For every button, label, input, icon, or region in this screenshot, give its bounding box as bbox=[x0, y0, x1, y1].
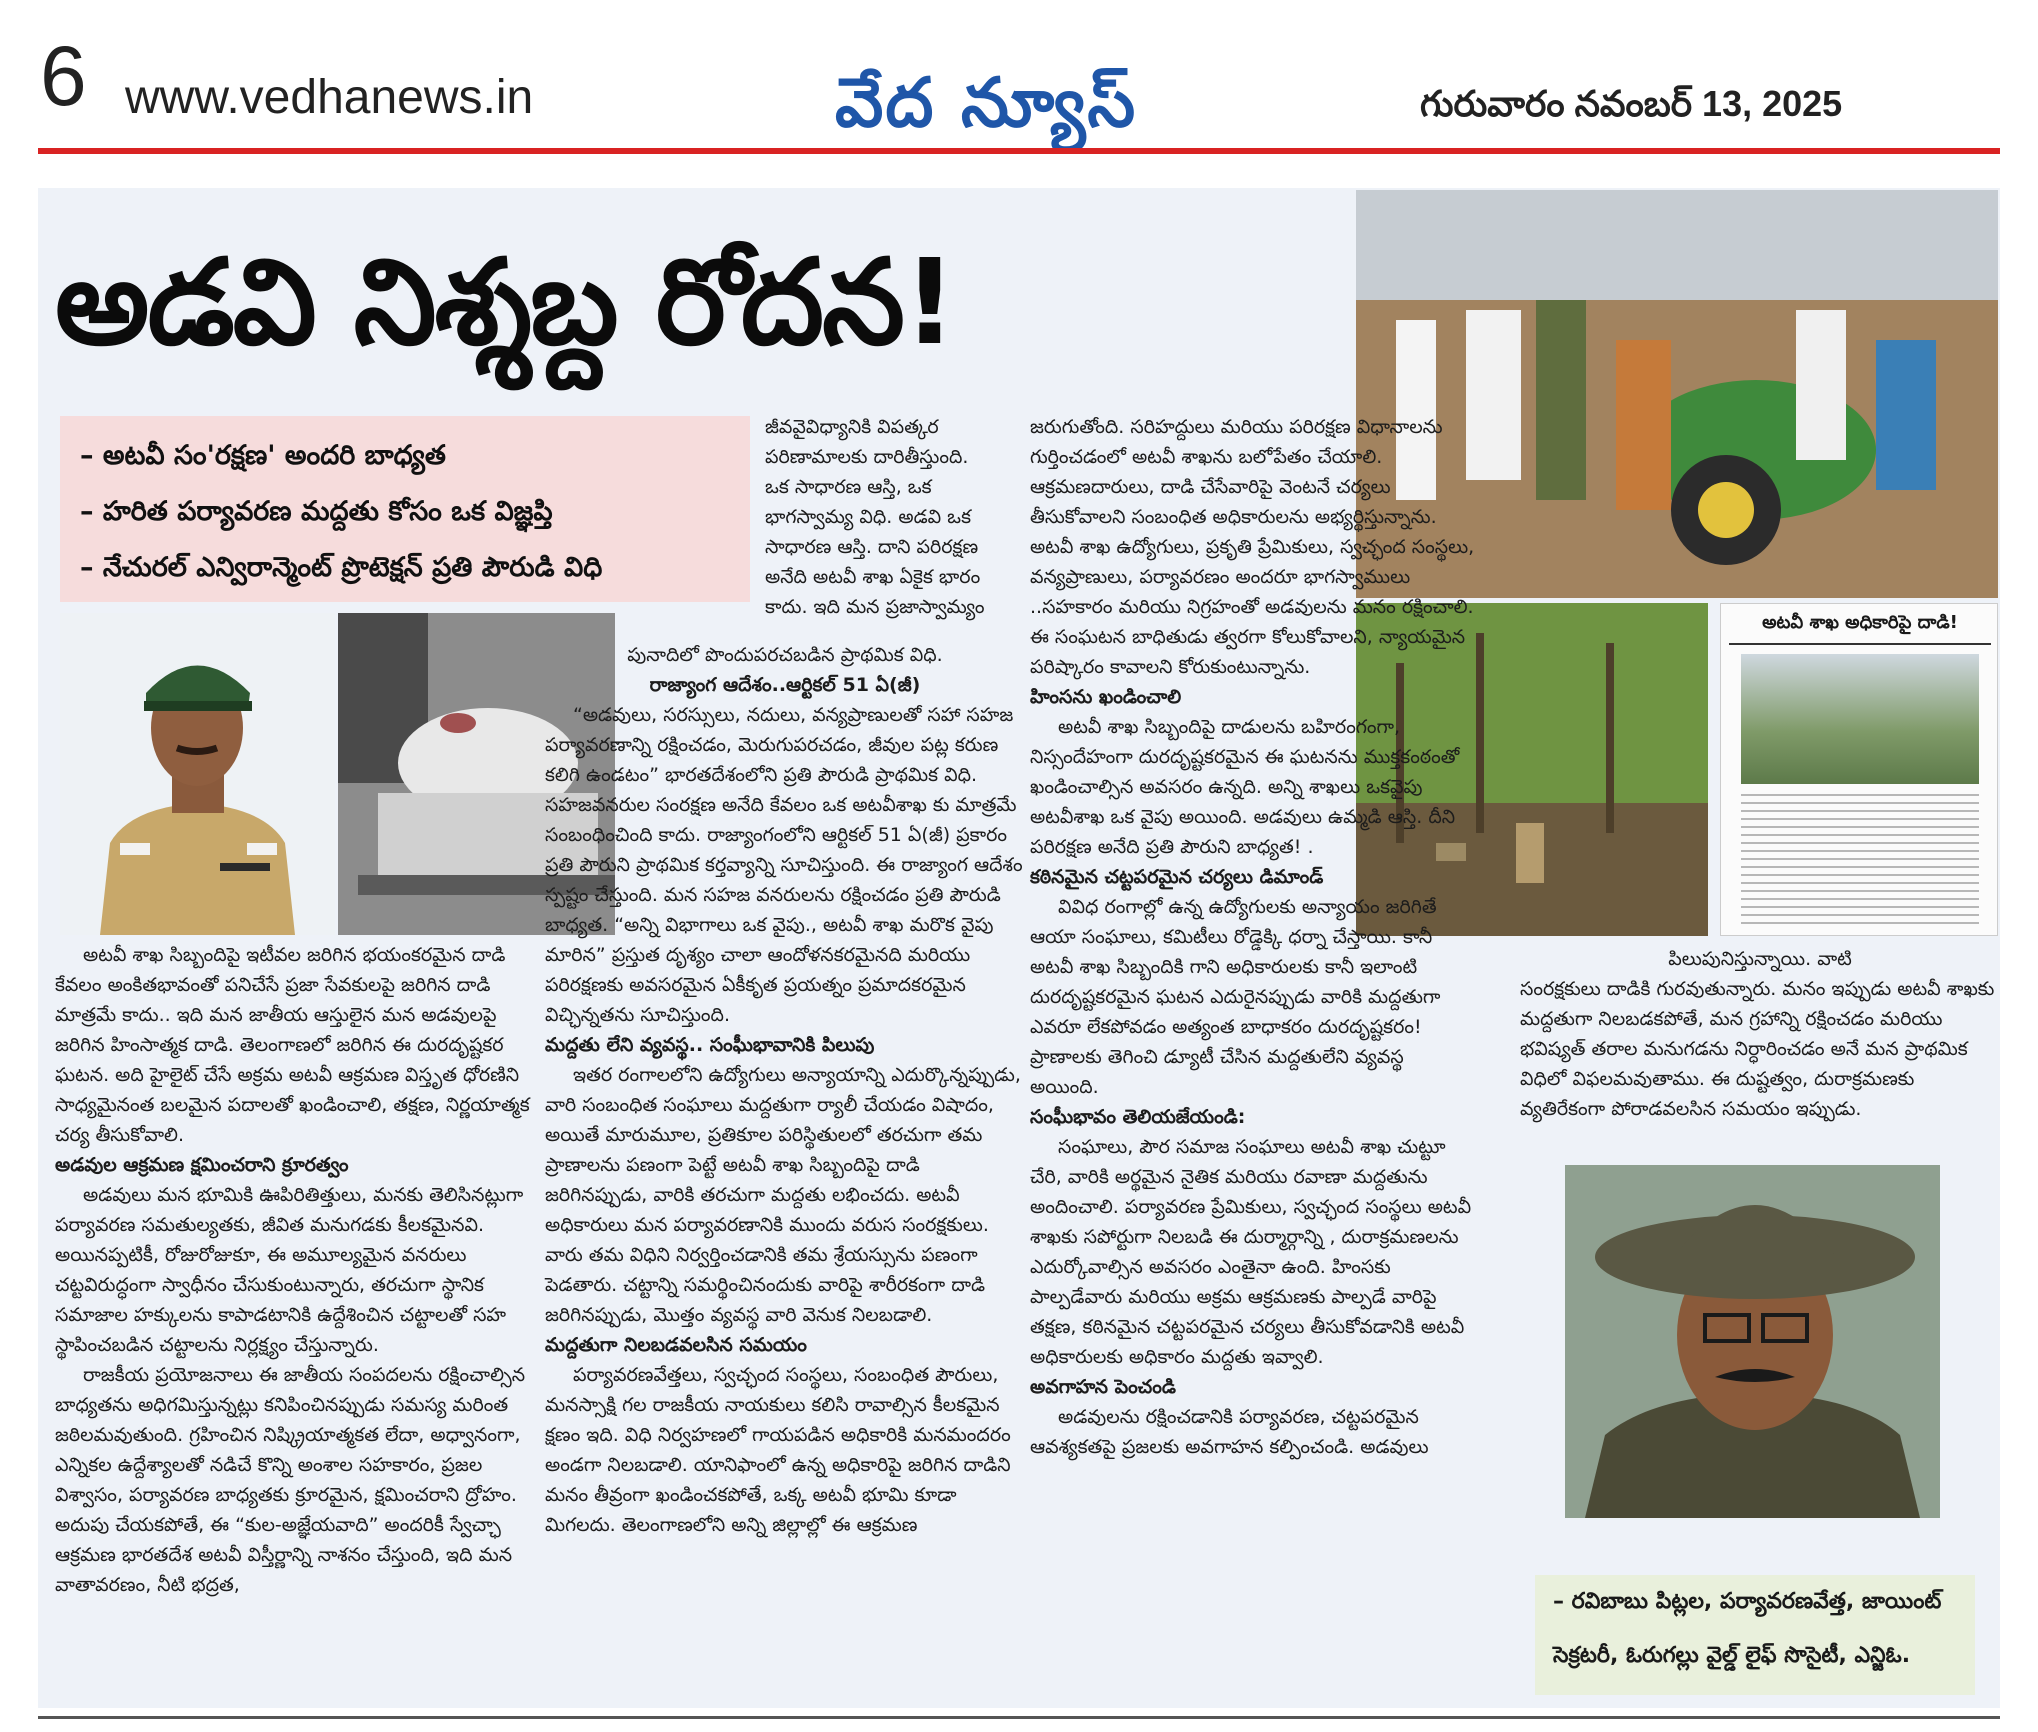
subheading: అవగాహన పెంచండి bbox=[1030, 1376, 1176, 1398]
subheading: మద్దతుగా నిలబడవలసిన సమయం bbox=[545, 1334, 807, 1356]
article-line: ఒక సాధారణ ఆస్తి, ఒక bbox=[765, 476, 932, 498]
article-paragraph: అడవులు మన భూమికి ఊపిరితిత్తులు, మనకు తెలిసినట్లుగా పర్యావరణ సమతుల్యతకు, జీవిత మనుగడకు కీలకమైనవి. అయినప్పటికీ, రోజురోజుకూ, ఈ అమూల్యమైన వనరులు చట్టవిరుద్ధంగా స్వాధీనం చేసుకుంటున్నారు, తరచుగా స్థానిక సమాజాల హక్కులను కాపాడటానికి ఉద్దేశించిన చట్టాలతో సహ స్థాపించబడిన చట్టాలను నిర్లక్ష్యం చేస్తున్నారు. bbox=[55, 1184, 524, 1356]
author-photo bbox=[1565, 1165, 1940, 1518]
subheading: హింసను ఖండించాలి bbox=[1030, 686, 1182, 708]
article-paragraph: “అడవులు, సరస్సులు, నదులు, వన్యప్రాణులతో సహా సహజ పర్యావరణాన్ని రక్షించడం, మెరుగుపరచడం, జీవుల పట్ల కరుణ కలిగి ఉండటం” భారతదేశంలోని ప్రతి పౌరుడి ప్రాథమిక విధి. సహజవనరుల సంరక్షణ అనేది కేవలం ఒక అటవీశాఖ కు మాత్రమే సంబంధించింది కాదు. రాజ్యాంగంలోని ఆర్టికల్ 51 ఏ(జీ) ప్రకారం ప్రతి పౌరుని ప్రాథమిక కర్తవ్యాన్ని సూచిస్తుంది. ఈ రాజ్యాంగ ఆదేశం స్పష్టం చేస్తుంది. మన సహజ వనరులను రక్షించడం ప్రతి పౌరుడి బాధ్యత. “అన్ని విభాగాలు ఒక వైపు., అటవీ శాఖ మరొక వైపు మారిన” ప్రస్తుత దృశ్యం చాలా ఆందోళనకరమైనది మరియు పరిరక్షణకు అవసరమైన ఏకీకృత ప్రయత్నం ప్రమాదకరమైన విచ్ఛిన్నతను సూచిస్తుంది. bbox=[545, 704, 1023, 1026]
highlights-box bbox=[60, 416, 750, 602]
article-line: జీవవైవిధ్యానికి విపత్కర bbox=[765, 416, 939, 438]
article-line: భాగస్వామ్య విధి. అడవి ఒక bbox=[765, 506, 971, 528]
article-column-4 bbox=[1520, 944, 2000, 1124]
highlight-item: – హరిత పర్యావరణ మద్దతు కోసం ఒక విజ్ఞప్తి bbox=[80, 496, 553, 527]
highlight-item: – అటవీ సం'రక్షణ' అందరి బాధ్యత bbox=[80, 440, 446, 471]
article-line: కాదు. ఇది మన ప్రజాస్వామ్యం bbox=[765, 596, 985, 618]
article-paragraph: అటవీ శాఖ సిబ్బందిపై ఇటీవల జరిగిన భయంకరమైన దాడి కేవలం అంకితభావంతో పనిచేసే ప్రజా సేవకులపై జరిగిన దాడి మాత్రమే కాదు.. ఇది మన జాతీయ ఆస్తులైన మన అడవులపై జరిగిన హింసాత్మక దాడి. తెలంగాణలో జరిగిన ఈ దురదృష్టకర ఘటన. అది హైలైట్ చేసే అక్రమ అటవీ ఆక్రమణ విస్తృత ధోరణిని సాధ్యమైనంత బలమైన పదాలతో ఖండించాలి, తక్షణ, నిర్ణయాత్మక చర్య తీసుకోవాలి. bbox=[55, 944, 530, 1146]
article-paragraph: ఇతర రంగాలలోని ఉద్యోగులు అన్యాయాన్ని ఎదుర్కొన్నప్పుడు, వారి సంబంధిత సంఘాలు మద్దతుగా ర్యాలీ చేయడం విషాదం, అయితే మారుమూల, ప్రతికూల పరిస్థితులలో తరచుగా తమ ప్రాణాలను పణంగా పెట్టే అటవీ శాఖ సిబ్బందిపై దాడి జరిగినప్పుడు, వారికి తరచుగా మద్దతు లభించదు. అటవీ అధికారులు మన పర్యావరణానికి ముందు వరుస సంరక్షకులు. వారు తమ విధిని నిర్వర్తించడానికి తమ శ్రేయస్సును పణంగా పెడతారు. చట్టాన్ని సమర్థించినందుకు వారిపై శారీరకంగా దాడి జరిగినప్పుడు, మొత్తం వ్యవస్థ వారి వెనుక నిలబడాలి. bbox=[545, 1064, 1021, 1326]
footer-rule bbox=[38, 1716, 2000, 1719]
officer-photo bbox=[60, 613, 335, 935]
inset-news-clipping bbox=[1720, 603, 1998, 936]
subheading: మద్దతు లేని వ్యవస్థ.. సంఘీభావానికి పిలుపు bbox=[545, 1034, 875, 1056]
subheading: సంఘీభావం తెలియజేయండి: bbox=[1030, 1106, 1246, 1128]
article-column-3 bbox=[1030, 412, 1475, 1462]
credit-line: సెక్రటరీ, ఓరుగల్లు వైల్డ్ లైఫ్ సొసైటీ, ఎన్జిఓ. bbox=[1553, 1643, 1911, 1668]
article-line: సాధారణ ఆస్తి. దాని పరిరక్షణ bbox=[765, 536, 979, 558]
article-column-2-top bbox=[765, 412, 1015, 622]
headline: అడవి నిశ్శబ్ద రోదన! bbox=[55, 233, 955, 371]
article-paragraph: అడవులను రక్షించడానికి పర్యావరణ, చట్టపరమైన ఆవశ్యకతపై ప్రజలకు అవగాహన కల్పించండి. అడవులు bbox=[1030, 1406, 1429, 1458]
subheading: రాజ్యాంగ ఆదేశం..ఆర్టికల్ 51 ఏ(జీ) bbox=[649, 674, 921, 696]
article-paragraph: రాజకీయ ప్రయోజనాలు ఈ జాతీయ సంపదలను రక్షించాల్సిన బాధ్యతను అధిగమిస్తున్నట్లు కనిపించినప్పుడు సమస్య మరింత జఠిలమవుతుంది. గ్రహించిన నిష్క్రియాత్మకత లేదా, అధ్వానంగా, ఎన్నికల ఉద్దేశ్యాలతో నడిచే కొన్ని అంశాల సహకారం, ప్రజల విశ్వాసం, పర్యావరణ బాధ్యతకు క్రూరమైన, క్షమించరాని ద్రోహం. అదుపు చేయకపోతే, ఈ “కుల-అజ్ఞేయవాది” అందరికీ స్వేచ్ఛా ఆక్రమణ భారతదేశ అటవీ విస్తీర్ణాన్ని నాశనం చేస్తుంది, ఇది మన వాతావరణం, నీటి భద్రత, bbox=[55, 1364, 526, 1596]
clipping-title: అటవీ శాఖ అధికారిపై దాడి! bbox=[1729, 612, 1991, 645]
article-line: అనేది అటవీ శాఖ ఏకైక భారం bbox=[765, 566, 981, 588]
article-line: పరిణామాలకు దారితీస్తుంది. bbox=[765, 446, 969, 468]
subheading: కఠినమైన చట్టపరమైన చర్యలు డిమాండ్ bbox=[1030, 866, 1324, 888]
article-paragraph: అటవీ శాఖ సిబ్బందిపై దాడులను బహిరంగంగా, నిస్సందేహంగా దురదృష్టకరమైన ఈ ఘటనను ముక్తకంఠంతో ఖండించాల్సిన అవసరం ఉన్నది. అన్ని శాఖలు ఒకవైపు అటవీశాఖ ఒక వైపు అయింది. అడవులు ఉమ్మడి ఆస్తి. దీని పరిరక్షణ అనేది ప్రతి పౌరుని బాధ్యత! . bbox=[1030, 716, 1460, 858]
author-credit-box bbox=[1535, 1575, 1975, 1695]
clipping-image bbox=[1741, 654, 1979, 784]
article-column-1 bbox=[55, 940, 545, 1600]
page-number: 6 bbox=[40, 29, 87, 123]
article-column-2 bbox=[545, 640, 1025, 1540]
officer-illustration bbox=[60, 613, 335, 935]
article-paragraph: పర్యావరణవేత్తలు, స్వచ్ఛంద సంస్థలు, సంబంధిత పౌరులు, మనస్సాక్షి గల రాజకీయ నాయకులు కలిసి రావాల్సిన కీలకమైన క్షణం ఇది. విధి నిర్వహణలో గాయపడిన అధికారికి మనమందరం అండగా నిలబడాలి. యానిఫాంలో ఉన్న అధికారిపై జరిగిన దాడిని మనం తీవ్రంగా ఖండించకపోతే, ఒక్క అటవీ భూమి కూడా మిగలదు. తెలంగాణలోని అన్ని జిల్లాల్లో ఈ ఆక్రమణ bbox=[545, 1364, 1011, 1536]
dateline: గురువారం నవంబర్ 13, 2025 bbox=[1420, 83, 1843, 124]
article-paragraph: సంరక్షకులు దాడికి గురవుతున్నారు. మనం ఇప్పుడు అటవీ శాఖకు మద్దతుగా నిలబడకపోతే, మన గ్రహాన్ని రక్షించడం మరియు భవిష్యత్ తరాల మనుగడను నిర్ధారించడం అనే మన ప్రాథమిక విధిలో విఫలమవుతాము. ఈ దుష్టత్వం, దురాక్రమణకు వ్యతిరేకంగా పోరాడవలసిన సమయం ఇప్పుడు. bbox=[1520, 978, 1995, 1120]
article-paragraph: వివిధ రంగాల్లో ఉన్న ఉద్యోగులకు అన్యాయం జరిగితే ఆయా సంఘాలు, కమిటీలు రోడ్డెక్కి ధర్నా చేస్తాయి. కానీ అటవీ శాఖ సిబ్బందికి గాని అధికారులకు కానీ ఇలాంటి దురదృష్టకరమైన ఘటన ఎదురైనప్పుడు వారికి మద్దతుగా ఎవరూ లేకపోవడం అత్యంత బాధాకరం దురదృష్టకరం! ప్రాణాలకు తెగించి డ్యూటీ చేసిన మద్దతులేని వ్యవస్థ అయింది. bbox=[1030, 896, 1441, 1098]
article-paragraph: జరుగుతోంది. సరిహద్దులు మరియు పరిరక్షణ విధానాలను గుర్తించడంలో అటవీ శాఖను బలోపేతం చేయాలి. ఆక్రమణదారులు, దాడి చేసేవారిపై వెంటనే చర్యలు తీసుకోవాలని సంబంధిత అధికారులను అభ్యర్థిస్తున్నాను. అటవీ శాఖ ఉద్యోగులు, ప్రకృతి ప్రేమికులు, స్వచ్ఛంద సంస్థలు, వన్యప్రాణులు, పర్యావరణం అందరూ భాగస్వాములు ..సహకారం మరియు నిగ్రహంతో అడవులను మనం రక్షించాలి. ఈ సంఘటన బాధితుడు త్వరగా కోలుకోవాలని, న్యాయమైన పరిష్కారం కావాలని కోరుకుంటున్నాను. bbox=[1030, 416, 1475, 678]
credit-line: – రవిబాబు పిట్లల, పర్యావరణవేత్త, జాయింట్ bbox=[1553, 1589, 1942, 1614]
header-rule bbox=[38, 148, 2000, 154]
subheading: అడవుల ఆక్రమణ క్షమించరాని క్రూరత్వం bbox=[55, 1154, 349, 1176]
highlight-item: – నేచురల్ ఎన్విరాన్మెంట్ ప్రొటెక్షన్ ప్రతి పౌరుడి విధి bbox=[80, 552, 603, 583]
article-paragraph: సంఘాలు, పౌర సమాజ సంఘాలు అటవీ శాఖ చుట్టూ చేరి, వారికి అర్థమైన నైతిక మరియు రవాణా మద్దతును అందించాలి. పర్యావరణ ప్రేమికులు, స్వచ్ఛంద సంస్థలు అటవీ శాఖకు సపోర్టుగా నిలబడి ఈ దుర్మార్గాన్ని , దురాక్రమణలను ఎదుర్కోవాల్సిన అవసరం ఎంతైనా ఉంది. హింసకు పాల్పడేవారు మరియు అక్రమ ఆక్రమణకు పాల్పడే వారిపై తక్షణ, కఠినమైన చట్టపరమైన చర్యలు తీసుకోవడానికి అటవీ అధికారులకు అధికారం మద్దతు ఇవ్వాలి. bbox=[1030, 1136, 1472, 1368]
article-line: పిలుపునిస్తున్నాయి. వాటి bbox=[1668, 948, 1852, 970]
newspaper-logo: వేద న్యూస్ bbox=[835, 64, 1138, 143]
clipping-text-block bbox=[1741, 794, 1979, 924]
website-url: www.vedhanews.in bbox=[125, 71, 534, 124]
author-illustration bbox=[1565, 1165, 1940, 1518]
article-paragraph: పునాదిలో పొందుపరచబడిన ప్రాథమిక విధి. bbox=[627, 644, 943, 666]
